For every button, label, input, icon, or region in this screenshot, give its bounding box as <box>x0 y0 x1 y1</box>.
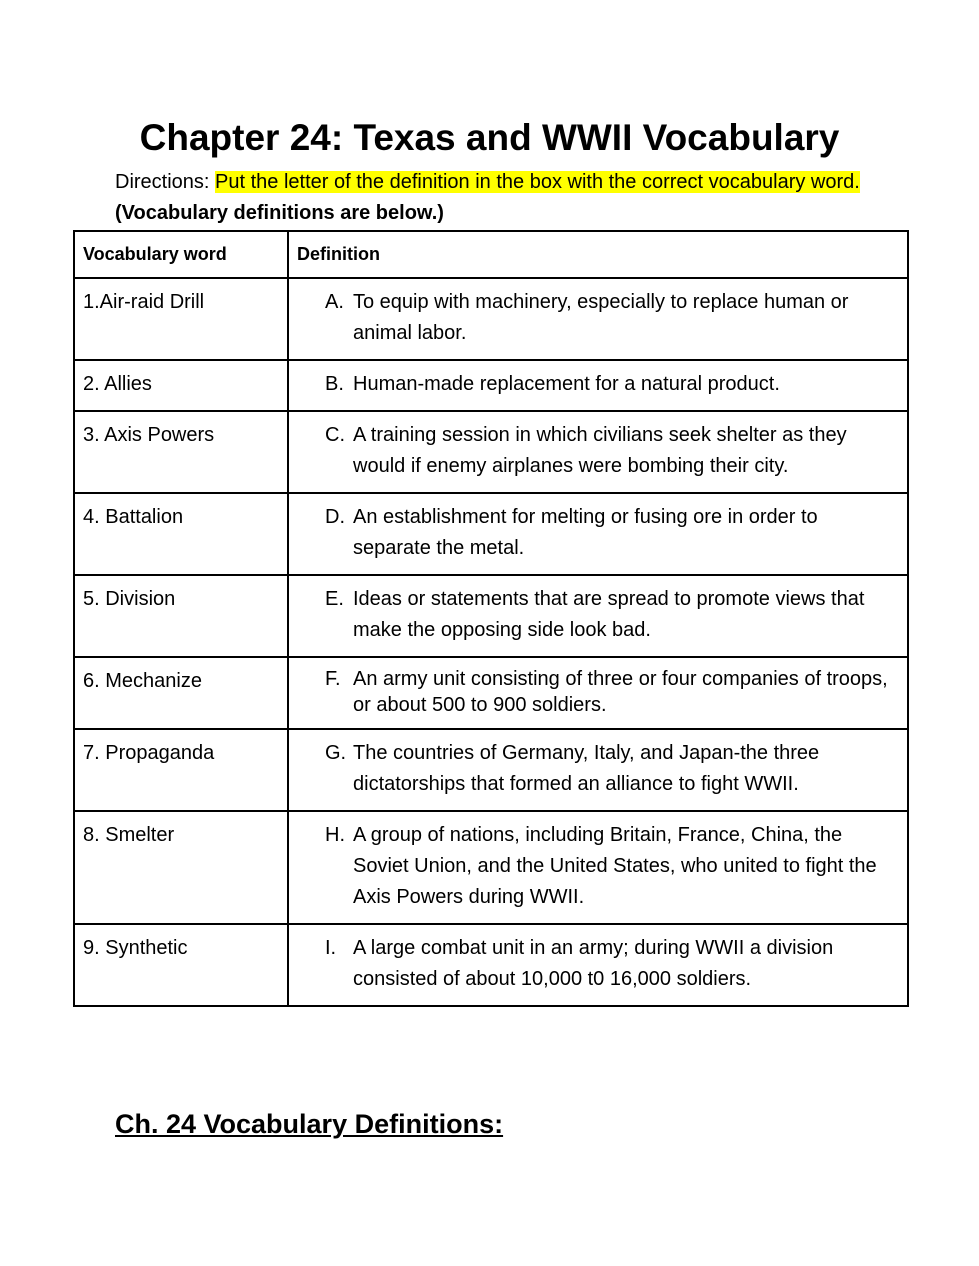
section-heading: Ch. 24 Vocabulary Definitions: <box>115 1109 504 1139</box>
vocabulary-word: 1.Air-raid Drill <box>74 278 288 360</box>
definition-cell <box>288 278 908 360</box>
table-row <box>74 924 908 1006</box>
header-vocabulary-word: Vocabulary word <box>74 231 288 278</box>
vocabulary-word: 2. Allies <box>74 360 288 411</box>
directions-label: Directions: <box>115 171 210 193</box>
table-row <box>74 657 908 729</box>
vocabulary-word: 7. Propaganda <box>74 729 288 811</box>
definition-cell <box>288 360 908 411</box>
definition-cell <box>288 657 908 729</box>
directions-highlighted-text: Put the letter of the definition in the box with the correct vocabulary word. <box>215 171 860 193</box>
definition-letter: H. <box>325 824 345 846</box>
definition-text: A group of nations, including Britain, France, China, the Soviet Union, and the United States, who united to fight the Axis Powers during WWII. <box>353 824 877 908</box>
definition-text: An establishment for melting or fusing ore in order to separate the metal. <box>353 506 818 559</box>
definition-cell <box>288 411 908 493</box>
vocabulary-word: 5. Division <box>74 575 288 657</box>
definition-letter: B. <box>325 373 344 395</box>
definition-letter: D. <box>325 506 345 528</box>
definition-letter: C. <box>325 424 345 446</box>
table-header-row <box>74 231 908 278</box>
page-title: Chapter 24: Texas and WWII Vocabulary <box>139 117 840 158</box>
directions-note: (Vocabulary definitions are below.) <box>115 202 444 224</box>
table-row <box>74 278 908 360</box>
definition-text: The countries of Germany, Italy, and Japan-the three dictatorships that formed an alliance to fight WWII. <box>353 742 820 795</box>
vocabulary-word: 8. Smelter <box>74 811 288 924</box>
definition-text: To equip with machinery, especially to replace human or animal labor. <box>353 291 849 344</box>
definition-letter: F. <box>325 668 341 690</box>
definition-cell <box>288 493 908 575</box>
definition-text: An army unit consisting of three or four companies of troops, or about 500 to 900 soldiers. <box>353 668 888 716</box>
definition-text: A large combat unit in an army; during WWII a division consisted of about 10,000 t0 16,000 soldiers. <box>353 937 834 990</box>
table-row <box>74 811 908 924</box>
definition-text: A training session in which civilians seek shelter as they would if enemy airplanes were bombing their city. <box>353 424 847 477</box>
table-row <box>74 411 908 493</box>
vocabulary-word: 4. Battalion <box>74 493 288 575</box>
definition-cell <box>288 729 908 811</box>
table-row <box>74 360 908 411</box>
definition-cell <box>288 811 908 924</box>
definition-cell <box>288 924 908 1006</box>
table-row <box>74 729 908 811</box>
vocabulary-word: 9. Synthetic <box>74 924 288 1006</box>
vocabulary-table <box>73 230 909 1007</box>
table-row <box>74 493 908 575</box>
definition-letter: A. <box>325 291 344 313</box>
definition-letter: E. <box>325 588 344 610</box>
table-row <box>74 575 908 657</box>
definition-letter: I. <box>325 937 337 959</box>
definition-text: Human-made replacement for a natural product. <box>353 373 780 395</box>
vocabulary-word: 6. Mechanize <box>74 657 288 729</box>
definition-letter: G. <box>325 742 347 764</box>
definition-cell <box>288 575 908 657</box>
header-definition: Definition <box>288 231 908 278</box>
vocabulary-word: 3. Axis Powers <box>74 411 288 493</box>
directions <box>115 167 875 229</box>
definition-text: Ideas or statements that are spread to promote views that make the opposing side look bad. <box>353 588 865 641</box>
